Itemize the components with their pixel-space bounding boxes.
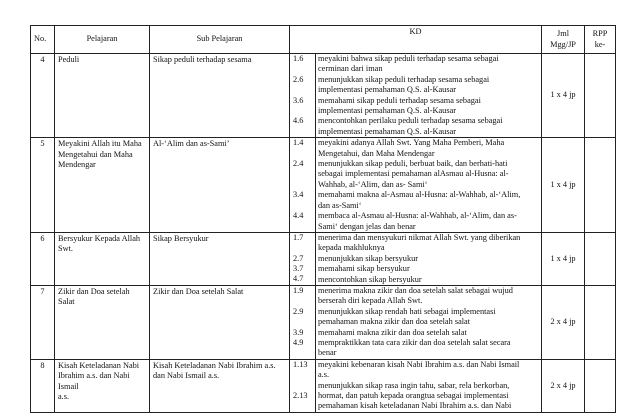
pelajaran-line: Mengetahui dan Maha [58,149,133,159]
kd-code: 1.13 [293,359,308,369]
kd-line: menunjukkan sikap peduli terhadap sesama sebagai [318,74,490,84]
row-number: 8 [31,359,55,412]
kd-code: 1.9 [293,285,304,295]
table-row [31,232,616,285]
row-rpp [585,232,616,285]
kd-line: meyakini adanya Allah Swt. Yang Maha Pemberi, Maha [318,138,505,148]
header-pelajaran: Pelajaran [55,26,150,54]
table-row [31,359,616,412]
kd-code [293,243,315,253]
kd-code [293,85,315,95]
kd-code [293,221,315,231]
kd-code: 2.7 [293,253,304,263]
row-kd-text [316,359,542,412]
kd-line: menunjukkan sikap rendah hati sebagai implementasi [318,306,496,316]
kd-code [293,401,315,411]
kd-line: kepada makhluknya [318,243,385,253]
kd-line: Mengetahui, dan Maha Mendengar [318,148,435,158]
kd-line: mencontohkan sikap bersyukur [318,274,422,284]
row-sub-pelajaran: Sikap Bersyukur [150,232,290,285]
row-kd-codes [290,232,316,285]
page [30,25,615,413]
kd-line: mencontohkan perilaku peduli terhadap sesama sebagai [318,116,503,126]
row-sub-pelajaran [150,359,290,412]
kd-line: implementasi pemahaman Q.S. al-Kausar [318,126,457,136]
kd-code: 1.6 [293,54,304,63]
kd-line: benar [318,348,337,358]
row-rpp [585,138,616,233]
kd-line: a.s. [318,370,330,380]
kd-code [293,348,315,358]
table-row [31,54,616,138]
kd-line: memahami makna al-Asmau al-Husna: al-Wahhab, al-‘Alim, [318,190,521,200]
pelajaran-line: Kisah Keteladanan Nabi [58,360,140,370]
kd-line: menunjukkan sikap peduli, berbuat baik, dan berhati-hati [318,159,508,169]
kd-code [293,106,315,116]
kd-code: 4.9 [293,337,304,347]
kd-code: 3.4 [293,190,304,200]
pelajaran-line: Meyakini Allah itu Maha [58,139,142,149]
row-rpp [585,285,616,359]
row-sub-pelajaran: Al-‘Alim dan as-Sami’ [150,138,290,233]
kd-line: berserah diri kepada Allah Swt. [318,296,423,306]
kd-code: 3.9 [293,327,304,337]
row-kd-text [316,232,542,285]
row-jml: 1 x 4 jp [542,54,585,138]
header-jml-line-2: Mgg/JP [550,39,576,49]
kd-line: pemahaman makna zikir dan doa setelah salat [318,317,471,327]
row-rpp [585,54,616,138]
kd-line: hormat, dan patuh kepada orangtua sebagai implementasi [318,391,509,400]
row-number: 6 [31,232,55,285]
pelajaran-line: Mendengar [58,160,96,170]
kd-code: 3.7 [293,264,304,274]
kd-line: meyakini bahwa sikap peduli terhadap sesama sebagai [318,54,499,63]
row-pelajaran: Peduli [55,54,150,138]
kd-line: memahami makna zikir dan doa setelah salat [318,327,467,337]
kd-code [293,370,315,380]
row-pelajaran [55,138,150,233]
kd-code: 3.6 [293,95,304,105]
row-jml: 1 x 4 jp [542,232,585,285]
row-pelajaran [55,359,150,412]
row-kd-codes [290,54,316,138]
header-kd: KD [290,26,542,54]
kd-code [293,149,315,159]
row-number: 5 [31,138,55,233]
kd-line: Wahhab, al-‘Alim, dan as- Sami‘ [318,179,428,189]
table-header-row [31,26,616,54]
pelajaran-line: a.s. [58,392,70,401]
row-kd-text [316,138,542,233]
kd-code [293,180,315,190]
kd-code: 2.9 [293,306,304,316]
row-sub-pelajaran: Zikir dan Doa setelah Salat [150,285,290,359]
header-jml-line-1: Jml [557,29,570,39]
header-rpp [585,26,616,54]
kd-code: 4.6 [293,116,304,126]
kd-line: memahami sikap bersyukur [318,264,410,274]
kd-code [293,317,315,327]
kd-line: membaca al-Asmau al-Husna: al-Wahhab, al-‘Alim, dan as- [318,211,517,221]
kd-code [293,201,315,211]
header-sub-pelajaran: Sub Pelajaran [150,26,290,54]
sub-pelajaran-line: dan Nabi Ismail a.s. [153,371,220,381]
pelajaran-line: Ibrahim a.s. dan Nabi Ismail [58,371,130,391]
kd-line: implementasi pemahaman Q.S. al-Kausar [318,106,457,116]
kd-line: pemahaman kisah keteladanan Nabi Ibrahim a.s. dan Nabi [318,401,512,411]
header-no: No. [31,26,55,54]
pelajaran-line: Bersyukur Kepada Allah [58,233,141,243]
kd-line: menerima makna zikir dan doa setelah salat sebagai wujud [318,285,513,295]
kd-code: 4.7 [293,274,304,284]
table-row [31,285,616,359]
kd-line: menerima dan mensyukuri nikmat Allah Swt. yang diberikan [318,232,521,242]
sub-pelajaran-line: Kisah Keteladanan Nabi Ibrahim a.s. [153,360,276,370]
row-jml: 1 x 4 jp [542,138,585,233]
kd-code [293,127,315,137]
row-sub-pelajaran: Sikap peduli terhadap sesama [150,54,290,138]
row-number: 4 [31,54,55,138]
kd-code: 2.4 [293,159,304,169]
kd-code: 4.4 [293,210,304,220]
row-rpp [585,359,616,412]
kd-line: menunjukkan sikap bersyukur [318,253,419,263]
kd-line: cerminan dari iman [318,64,383,74]
header-jml [542,26,585,54]
kd-line: meyakini kebenaran kisah Nabi Ibrahim a.s. dan Nabi Ismail [318,359,520,369]
row-jml: 2 x 4 jp [542,359,585,412]
pelajaran-line: Swt. [58,244,73,254]
kd-code [293,64,315,74]
kd-line: dan as-Sami‘ [318,200,362,210]
kd-line: sebagai implementasi pemahaman alAsmau al-Husna: al- [318,169,509,179]
kd-line: implementasi pemahaman Q.S. al-Kausar [318,85,457,95]
kd-line: Sami‘ dengan jelas dan benar [318,221,416,231]
row-jml: 2 x 4 jp [542,285,585,359]
table-row [31,138,616,233]
header-rpp-line-2: ke- [594,39,606,49]
kd-code: 2.6 [293,74,304,84]
kd-line: menunjukkan sikap rasa ingin tahu, sabar, rela berkorban, [318,380,510,390]
row-kd-codes [290,138,316,233]
row-pelajaran: Zikir dan Doa setelah Salat [55,285,150,359]
kd-code [293,296,315,306]
row-kd-text [316,285,542,359]
row-kd-codes [290,359,316,412]
row-kd-text [316,54,542,138]
header-rpp-line-1: RPP [592,29,608,39]
kd-code: 1.7 [293,232,304,242]
row-kd-codes [290,285,316,359]
curriculum-table [30,25,616,413]
row-number: 7 [31,285,55,359]
kd-line: memahami sikap peduli terhadap sesama sebagai [318,95,481,105]
kd-line: mempraktikkan tata cara zikir dan doa setelah salat secara [318,337,511,347]
table-body [31,54,616,413]
kd-code [293,381,315,391]
row-pelajaran [55,232,150,285]
kd-code: 2.13 [293,390,308,400]
kd-code [293,169,315,179]
kd-code: 1.4 [293,138,304,148]
